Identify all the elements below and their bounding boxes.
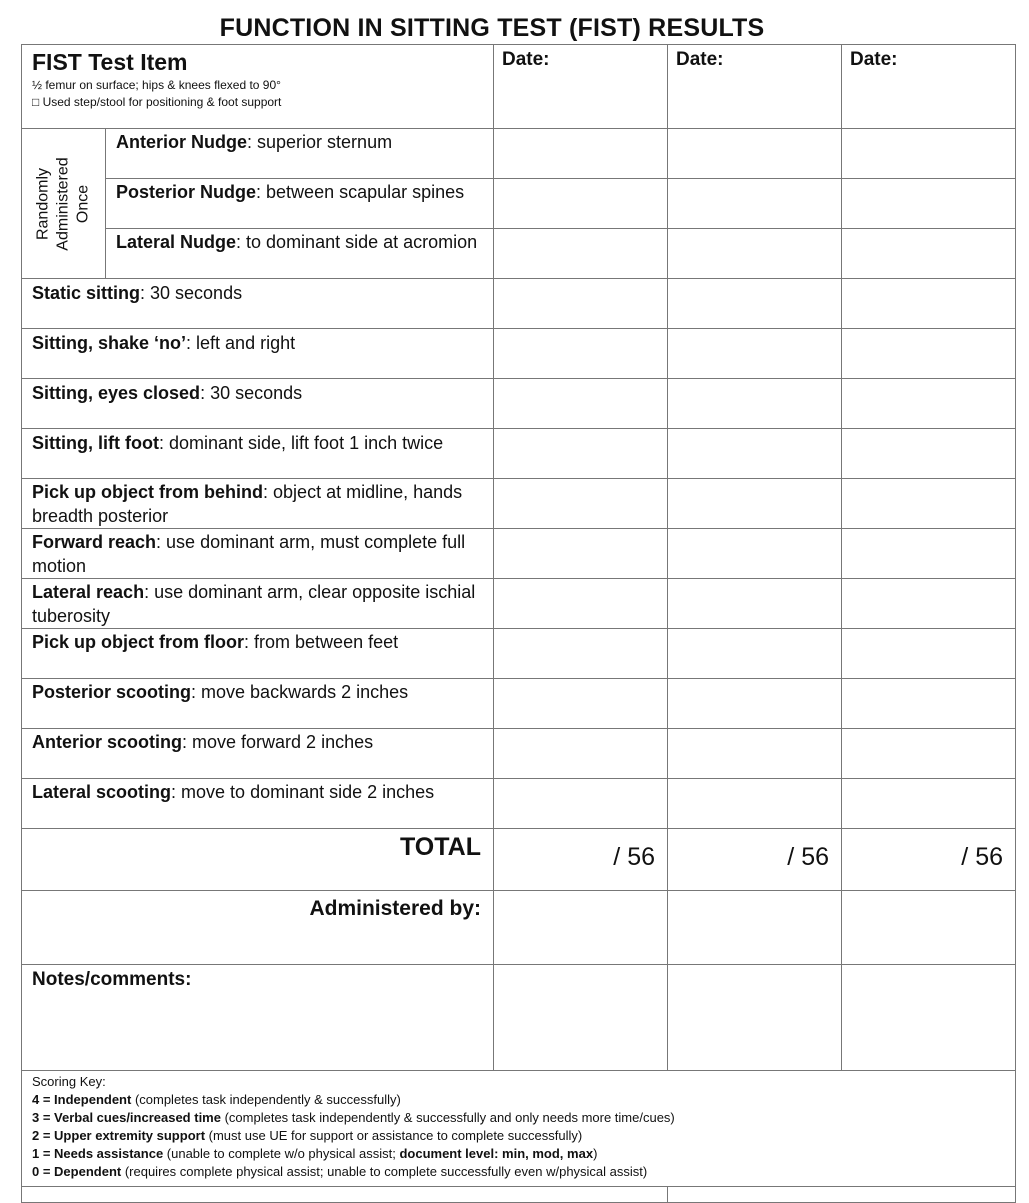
- score-cell[interactable]: [842, 379, 1016, 429]
- key-level: 3 = Verbal cues/increased time: [32, 1110, 221, 1125]
- notes-cell[interactable]: [494, 965, 668, 1071]
- item-shake-no: [22, 329, 494, 379]
- item-name: Anterior Nudge: [116, 132, 248, 152]
- scoring-key: [22, 1071, 1016, 1187]
- score-cell[interactable]: [842, 679, 1016, 729]
- item-desc: : 30 seconds: [200, 383, 303, 403]
- score-cell[interactable]: [842, 479, 1016, 529]
- item-column-title: FIST Test Item: [32, 49, 188, 75]
- item-anterior-nudge: [106, 129, 494, 179]
- score-cell[interactable]: [668, 779, 842, 829]
- score-cell[interactable]: [668, 429, 842, 479]
- item-name: Lateral reach: [32, 582, 145, 602]
- item-pick-up-floor: [22, 629, 494, 679]
- header-item-cell: [22, 45, 494, 129]
- score-cell[interactable]: [842, 279, 1016, 329]
- score-cell[interactable]: [494, 579, 668, 629]
- key-level: 1 = Needs assistance: [32, 1146, 164, 1161]
- score-cell[interactable]: [842, 629, 1016, 679]
- item-desc: : move backwards 2 inches: [191, 682, 409, 702]
- item-name: Static sitting: [32, 283, 141, 303]
- score-cell[interactable]: [842, 129, 1016, 179]
- item-name: Forward reach: [32, 532, 157, 552]
- item-pick-up-behind: [22, 479, 494, 529]
- score-cell[interactable]: [668, 729, 842, 779]
- score-cell[interactable]: [668, 629, 842, 679]
- footer-cell-left: [22, 1187, 668, 1203]
- score-cell[interactable]: [494, 779, 668, 829]
- item-name: Posterior scooting: [32, 682, 192, 702]
- footer-cell-right: [668, 1187, 1016, 1203]
- score-cell[interactable]: [494, 429, 668, 479]
- score-cell[interactable]: [668, 129, 842, 179]
- item-forward-reach: [22, 529, 494, 579]
- scoring-key-line-0: [32, 1163, 1015, 1181]
- score-cell[interactable]: [842, 429, 1016, 479]
- item-desc: : move forward 2 inches: [182, 732, 374, 752]
- score-cell[interactable]: [842, 229, 1016, 279]
- score-cell[interactable]: [494, 329, 668, 379]
- item-desc: : left and right: [186, 333, 296, 353]
- item-posterior-scooting: [22, 679, 494, 729]
- score-cell[interactable]: [668, 579, 842, 629]
- random-nudge-group-label: [22, 129, 106, 279]
- item-name: Lateral Nudge: [116, 232, 237, 252]
- total-label: TOTAL: [22, 829, 494, 891]
- item-lift-foot: [22, 429, 494, 479]
- score-cell[interactable]: [842, 179, 1016, 229]
- score-cell[interactable]: [668, 279, 842, 329]
- total-value-2[interactable]: / 56: [668, 829, 842, 891]
- item-desc: : 30 seconds: [140, 283, 243, 303]
- score-cell[interactable]: [842, 579, 1016, 629]
- date-header-3: Date:: [842, 45, 1016, 129]
- item-name: Sitting, eyes closed: [32, 383, 201, 403]
- item-lateral-reach: [22, 579, 494, 629]
- score-cell[interactable]: [494, 729, 668, 779]
- score-cell[interactable]: [494, 229, 668, 279]
- notes-label: Notes/comments:: [22, 965, 494, 1071]
- item-desc: : superior sternum: [247, 132, 393, 152]
- item-name: Lateral scooting: [32, 782, 172, 802]
- scoring-key-title: Scoring Key:: [32, 1074, 106, 1089]
- key-level: 2 = Upper extremity support: [32, 1128, 206, 1143]
- scoring-key-line-4: [32, 1091, 1015, 1109]
- item-desc: : dominant side, lift foot 1 inch twice: [158, 433, 444, 453]
- score-cell[interactable]: [494, 629, 668, 679]
- score-cell[interactable]: [494, 529, 668, 579]
- score-cell[interactable]: [668, 379, 842, 429]
- administered-by-cell[interactable]: [842, 891, 1016, 965]
- group-label-line-3: Once: [74, 184, 92, 223]
- item-desc: : to dominant side at acromion: [236, 232, 478, 252]
- group-label-line-2: Administered: [54, 156, 72, 251]
- step-stool-note: □ Used step/stool for positioning & foot support: [32, 95, 282, 109]
- item-name: Posterior Nudge: [116, 182, 257, 202]
- score-cell[interactable]: [668, 479, 842, 529]
- key-desc: (requires complete physical assist; unable to complete successfully even w/physical assist): [121, 1164, 648, 1179]
- key-desc: (completes task independently & successfully and only needs more time/cues): [220, 1110, 675, 1125]
- page-title: FUNCTION IN SITTING TEST (FIST) RESULTS: [219, 14, 765, 42]
- key-document-level: document level: min, mod, max: [399, 1146, 594, 1161]
- key-level: 4 = Independent: [32, 1092, 132, 1107]
- item-anterior-scooting: [22, 729, 494, 779]
- score-cell[interactable]: [668, 229, 842, 279]
- item-name: Sitting, shake ‘no’: [32, 333, 187, 353]
- score-cell[interactable]: [842, 529, 1016, 579]
- score-cell[interactable]: [668, 329, 842, 379]
- group-label-line-1: Randomly: [34, 167, 52, 240]
- score-cell[interactable]: [842, 779, 1016, 829]
- score-cell[interactable]: [842, 729, 1016, 779]
- item-static-sitting: [22, 279, 494, 329]
- score-cell[interactable]: [494, 679, 668, 729]
- item-name: Pick up object from behind: [32, 482, 264, 502]
- score-cell[interactable]: [494, 279, 668, 329]
- item-lateral-nudge: [106, 229, 494, 279]
- notes-cell[interactable]: [668, 965, 842, 1071]
- score-cell[interactable]: [494, 479, 668, 529]
- item-desc: : use dominant arm, clear opposite ischial tuberosity: [32, 582, 476, 626]
- score-cell[interactable]: [494, 379, 668, 429]
- item-name: Sitting, lift foot: [32, 433, 159, 453]
- notes-cell[interactable]: [842, 965, 1016, 1071]
- item-posterior-nudge: [106, 179, 494, 229]
- date-header-1: Date:: [494, 45, 668, 129]
- score-cell[interactable]: [494, 129, 668, 179]
- fist-results-table: [21, 44, 1016, 1203]
- date-header-2: Date:: [668, 45, 842, 129]
- administered-by-cell[interactable]: [494, 891, 668, 965]
- item-desc: : from between feet: [244, 632, 399, 652]
- score-cell[interactable]: [668, 679, 842, 729]
- key-desc: (must use UE for support or assistance to complete successfully): [205, 1128, 583, 1143]
- score-cell[interactable]: [494, 179, 668, 229]
- positioning-note: ½ femur on surface; hips & knees flexed to 90°: [32, 78, 281, 92]
- item-desc: : object at midline, hands breadth posterior: [32, 482, 463, 526]
- total-value-1[interactable]: / 56: [494, 829, 668, 891]
- item-desc: : between scapular spines: [256, 182, 465, 202]
- administered-by-cell[interactable]: [668, 891, 842, 965]
- item-desc: : use dominant arm, must complete full motion: [32, 532, 466, 576]
- key-desc: (completes task independently & successfully): [131, 1092, 401, 1107]
- total-value-3[interactable]: / 56: [842, 829, 1016, 891]
- score-cell[interactable]: [668, 529, 842, 579]
- item-name: Pick up object from floor: [32, 632, 245, 652]
- scoring-key-line-2: [32, 1127, 1015, 1145]
- item-eyes-closed: [22, 379, 494, 429]
- scoring-key-line-3: [32, 1109, 1015, 1127]
- key-desc-end: ): [593, 1146, 598, 1161]
- score-cell[interactable]: [842, 329, 1016, 379]
- key-desc: (unable to complete w/o physical assist;: [163, 1146, 400, 1161]
- item-name: Anterior scooting: [32, 732, 183, 752]
- administered-by-label: Administered by:: [22, 891, 494, 965]
- item-desc: : move to dominant side 2 inches: [171, 782, 435, 802]
- item-lateral-scooting: [22, 779, 494, 829]
- scoring-key-line-1: [32, 1145, 1015, 1163]
- score-cell[interactable]: [668, 179, 842, 229]
- key-level: 0 = Dependent: [32, 1164, 122, 1179]
